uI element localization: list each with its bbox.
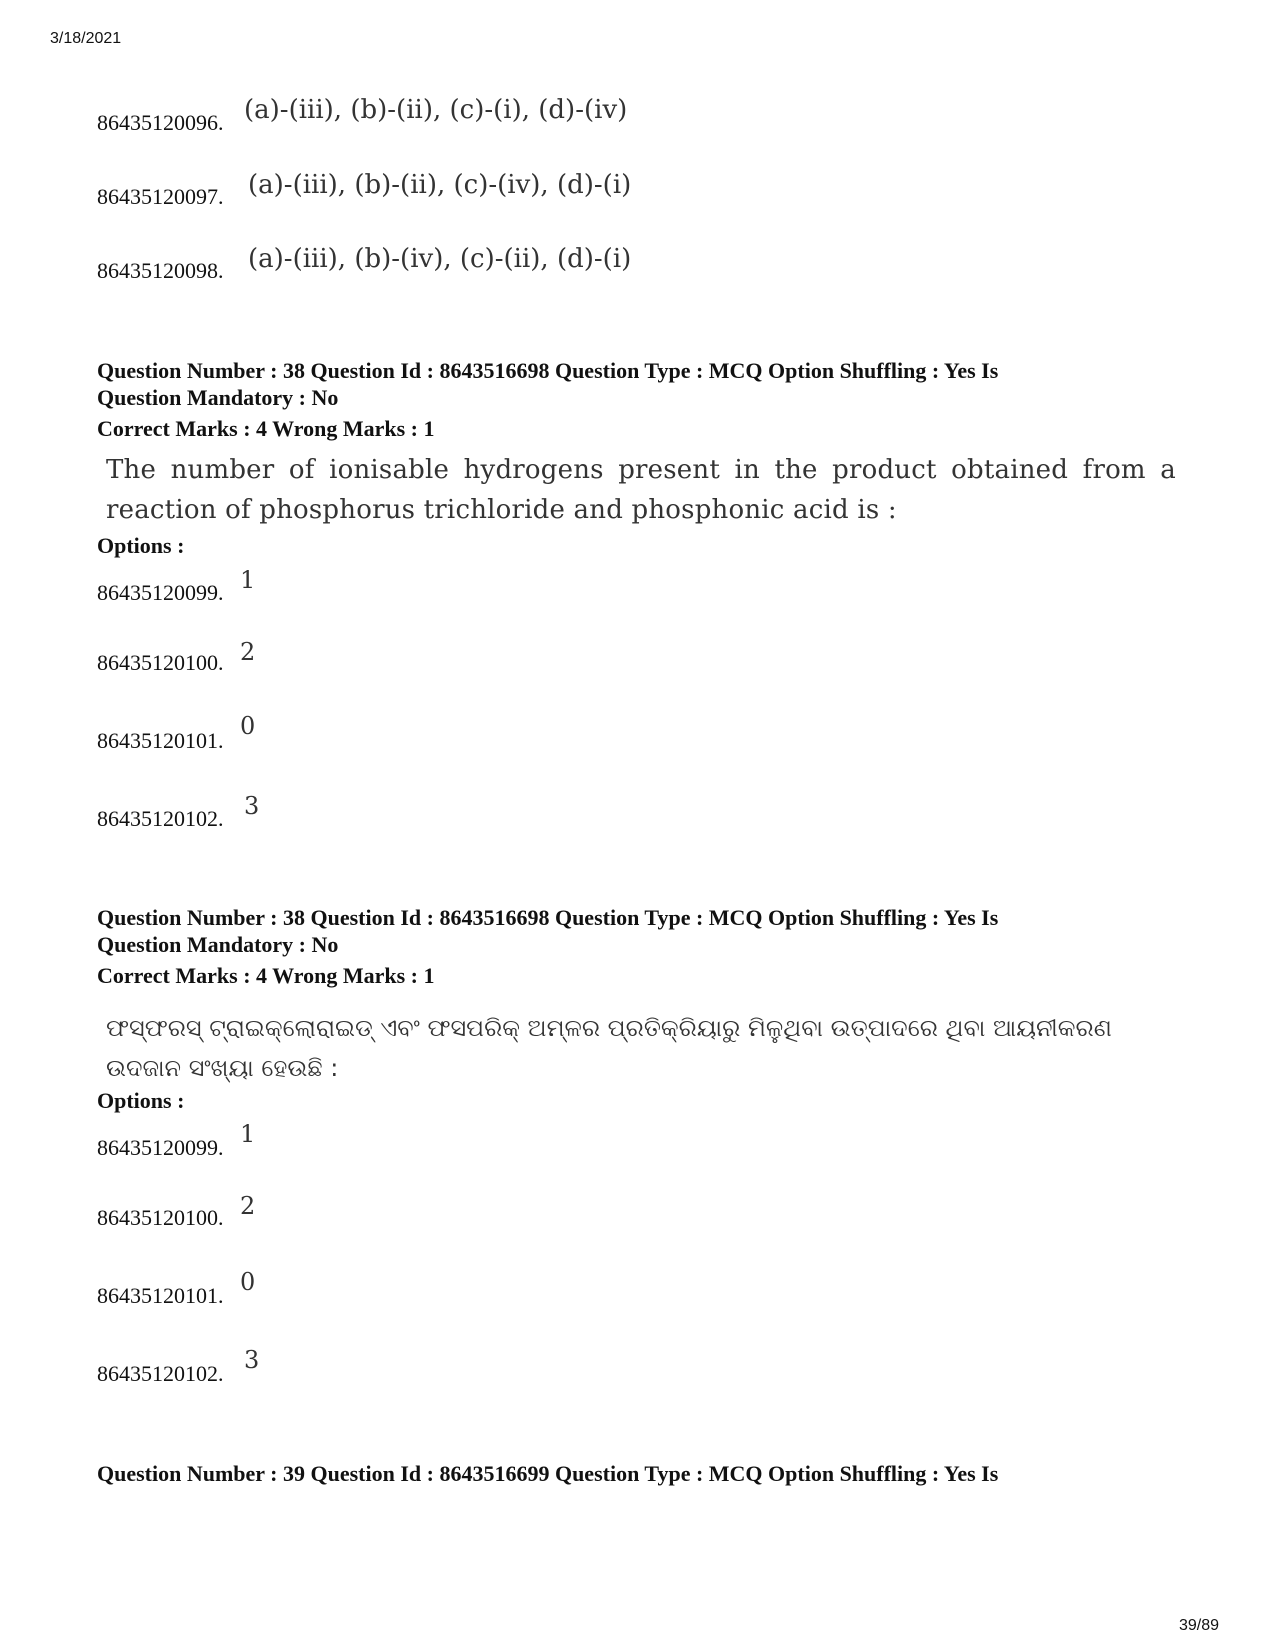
question-meta <box>97 904 1197 958</box>
print-date: 3/18/2021 <box>50 30 122 47</box>
option-id: 86435120101. <box>97 728 224 753</box>
option-id: 86435120102. <box>97 1361 224 1386</box>
option-id: 86435120099. <box>97 1135 224 1160</box>
option-text: (a)-(iii), (b)-(iv), (c)-(ii), (d)-(i) <box>248 244 632 274</box>
question-meta-line: Question Mandatory : No <box>97 385 339 410</box>
question-text: ଫସ୍‌ଫରସ୍ ଟ୍ରାଇକ୍ଲୋରାଇଡ୍ ଏବଂ ଫସପରିକ୍ ଅମ୍ଳର ପ୍ରତିକ୍ରିୟାରୁ ମିଳୁଥିବା ଉତ୍ପାଦରେ ଥିବା ଆୟନୀକରଣ ଉଦଜାନ ସଂଖ୍ୟା ହେଉଛି : <box>106 1014 1112 1082</box>
option-text: (a)-(iii), (b)-(ii), (c)-(i), (d)-(iv) <box>244 95 628 125</box>
option-id: 86435120102. <box>97 806 224 831</box>
option-text: (a)-(iii), (b)-(ii), (c)-(iv), (d)-(i) <box>248 170 632 200</box>
option-id: 86435120097. <box>97 184 224 209</box>
options-label: Options : <box>97 533 185 558</box>
option-value: 2 <box>240 638 256 666</box>
option-value: 1 <box>240 1120 256 1148</box>
option-value: 1 <box>240 566 256 594</box>
question-meta: Question Number : 39 Question Id : 8643516699 Question Type : MCQ Option Shuffling : Yes Is <box>97 1461 999 1486</box>
option-id: 86435120098. <box>97 258 224 283</box>
question-meta <box>97 357 1197 411</box>
question-meta-line: Question Mandatory : No <box>97 932 339 957</box>
question-meta-line: Question Number : 38 Question Id : 8643516698 Question Type : MCQ Option Shuffling : Yes Is <box>97 905 999 930</box>
question-meta-line: Question Number : 38 Question Id : 8643516698 Question Type : MCQ Option Shuffling : Yes Is <box>97 358 999 383</box>
option-value: 3 <box>244 792 260 820</box>
question-marks: Correct Marks : 4 Wrong Marks : 1 <box>97 963 435 988</box>
options-label: Options : <box>97 1088 185 1113</box>
option-id: 86435120100. <box>97 650 224 675</box>
option-id: 86435120100. <box>97 1205 224 1230</box>
option-value: 3 <box>244 1346 260 1374</box>
option-value: 0 <box>240 712 256 740</box>
option-id: 86435120096. <box>97 110 224 135</box>
option-id: 86435120099. <box>97 580 224 605</box>
option-value: 0 <box>240 1268 256 1296</box>
question-marks: Correct Marks : 4 Wrong Marks : 1 <box>97 416 435 441</box>
option-id: 86435120101. <box>97 1283 224 1308</box>
question-text: The number of ionisable hydrogens present in the product obtained from a reaction of phosphorus trichloride and phosphonic acid is : <box>106 455 1176 525</box>
page-number: 39/89 <box>1178 1617 1219 1634</box>
option-value: 2 <box>240 1192 256 1220</box>
